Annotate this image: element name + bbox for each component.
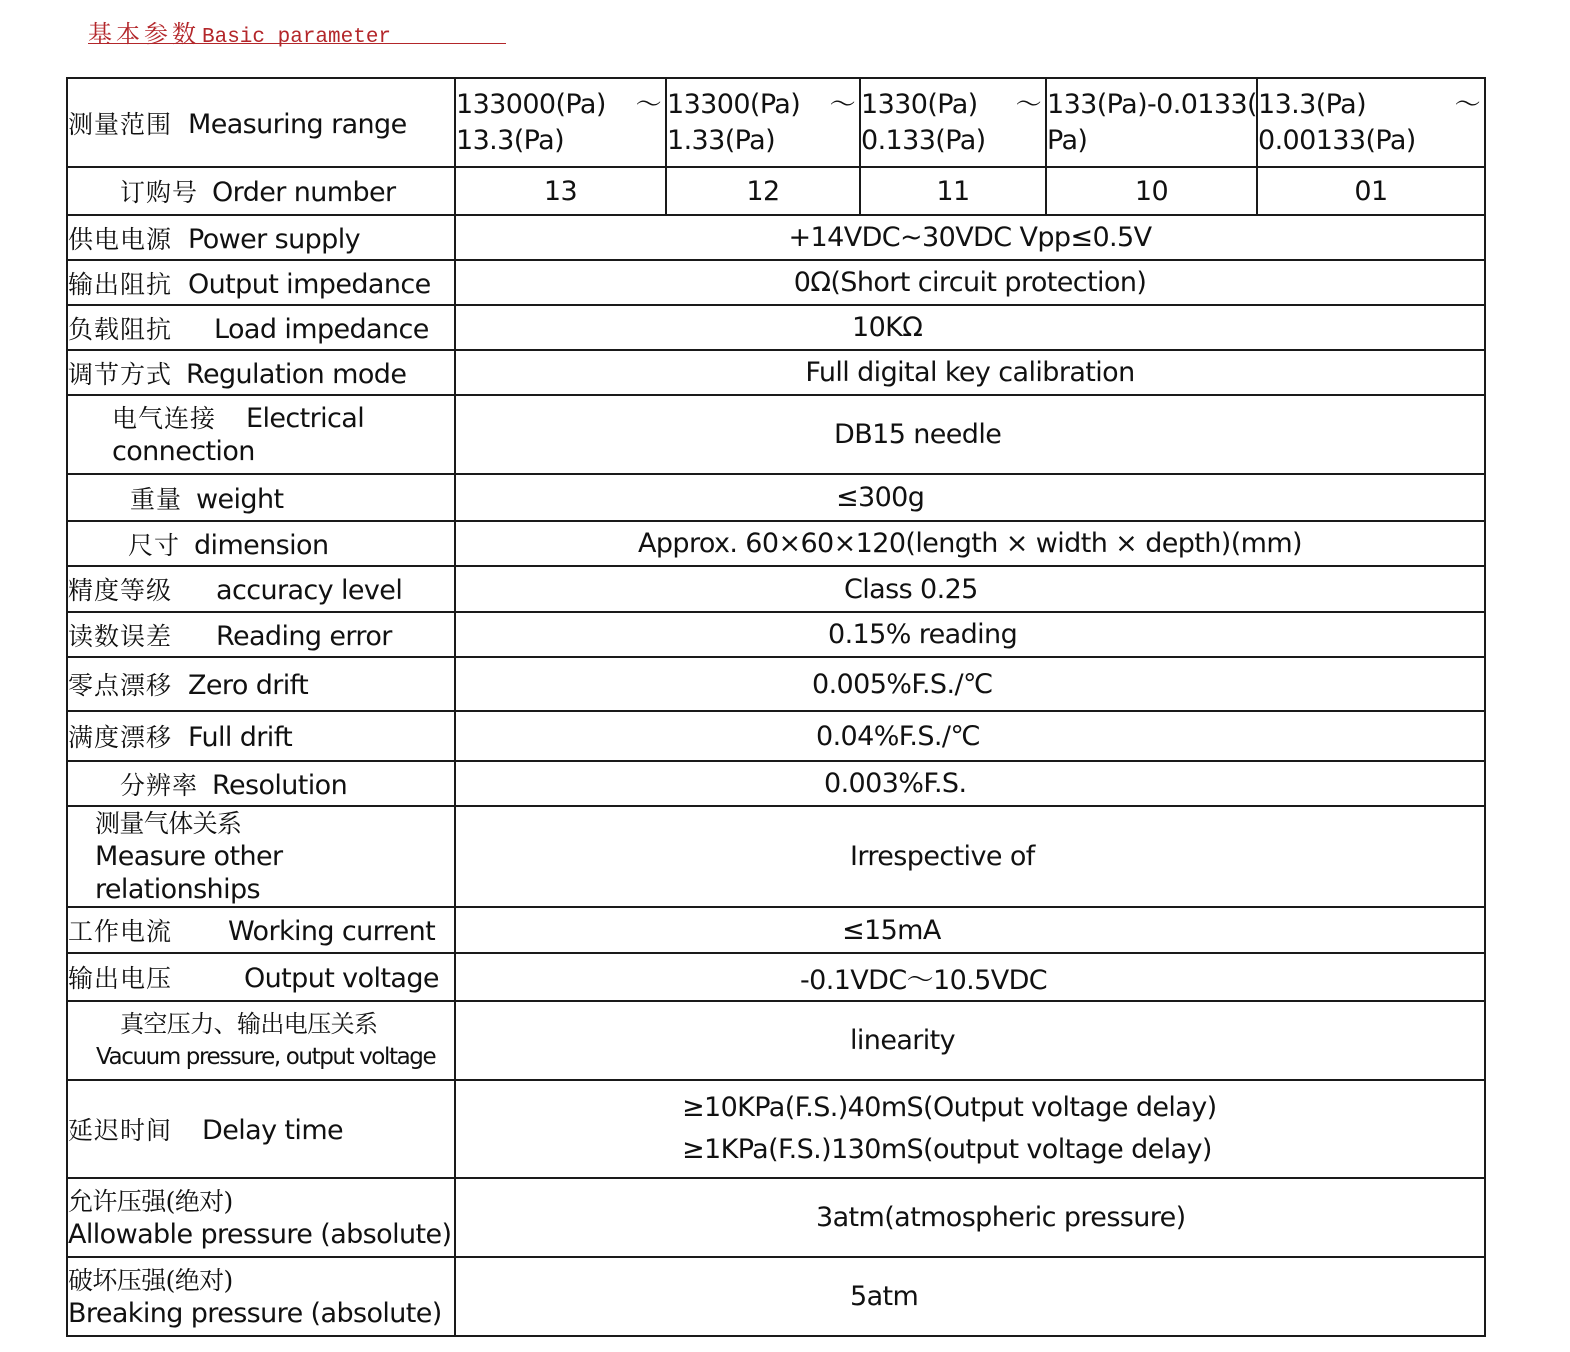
value-output-impedance: 0Ω(Short circuit protection) — [455, 260, 1485, 305]
label-working-current: 工作电流 Working current — [67, 907, 455, 953]
value-dimension: Approx. 60×60×120(length × width × depth)(mm) — [455, 521, 1485, 566]
table-row-order-number — [67, 167, 1485, 215]
table-row-gas-relationship — [67, 806, 1485, 907]
value-load-impedance: 10KΩ — [455, 305, 1485, 350]
table-row-measuring-range — [67, 78, 1485, 167]
value-weight: ≤300g — [455, 474, 1485, 521]
value-output-voltage: -0.1VDC～10.5VDC — [455, 953, 1485, 1001]
value-resolution: 0.003%F.S. — [455, 761, 1485, 806]
heading-cn: 基本参数 — [88, 20, 200, 48]
table-row-zero-drift — [67, 657, 1485, 711]
table-row-resolution — [67, 761, 1485, 806]
heading-en: Basic parameter — [202, 26, 392, 49]
label-reading-error: 读数误差 Reading error — [67, 612, 455, 657]
table-row-pressure-voltage — [67, 1001, 1485, 1080]
range-cell-11: 1330(Pa) 0.133(Pa) ～ — [860, 78, 1046, 167]
value-electrical-connection: DB15 needle — [455, 395, 1485, 474]
table-row-reading-error — [67, 612, 1485, 657]
range-cell-13: 133000(Pa) 13.3(Pa) ～ — [455, 78, 666, 167]
value-breaking-pressure: 5atm — [455, 1257, 1485, 1336]
label-output-impedance: 输出阻抗 Output impedance — [67, 260, 455, 305]
label-electrical-connection: 电气连接 Electrical connection — [67, 395, 455, 474]
table-row-breaking-pressure — [67, 1257, 1485, 1336]
table-row-weight — [67, 474, 1485, 521]
label-output-voltage: 输出电压 Output voltage — [67, 953, 455, 1001]
label-weight: 重量 weight — [67, 474, 455, 521]
value-full-drift: 0.04%F.S./℃ — [455, 711, 1485, 761]
value-accuracy-level: Class 0.25 — [455, 566, 1485, 612]
value-working-current: ≤15mA — [455, 907, 1485, 953]
label-pressure-voltage: 真空压力、输出电压关系 Vacuum pressure, output voltage — [67, 1001, 455, 1080]
table-row-accuracy-level — [67, 566, 1485, 612]
order-number-cell: 13 — [455, 167, 666, 215]
table-row-full-drift — [67, 711, 1485, 761]
table-row-delay-time — [67, 1080, 1485, 1178]
table-row-working-current — [67, 907, 1485, 953]
value-regulation-mode: Full digital key calibration — [455, 350, 1485, 395]
value-pressure-voltage: linearity — [455, 1001, 1485, 1080]
label-order-number: 订购号 Order number — [67, 167, 455, 215]
label-breaking-pressure: 破坏压强(绝对) Breaking pressure (absolute) — [67, 1257, 455, 1336]
value-zero-drift: 0.005%F.S./℃ — [455, 657, 1485, 711]
section-heading — [88, 14, 506, 49]
order-number-cell: 12 — [666, 167, 860, 215]
order-number-cell: 01 — [1257, 167, 1485, 215]
label-resolution: 分辨率 Resolution — [67, 761, 455, 806]
table-row-allowable-pressure — [67, 1178, 1485, 1257]
label-zero-drift: 零点漂移 Zero drift — [67, 657, 455, 711]
value-delay-time: ≥10KPa(F.S.)40mS(Output voltage delay) ≥1KPa(F.S.)130mS(output voltage delay) — [455, 1080, 1485, 1178]
range-cell-01: 13.3(Pa) 0.00133(Pa) ～ — [1257, 78, 1485, 167]
label-gas-relationship: 测量气体关系 Measure other relationships — [67, 806, 455, 907]
label-delay-time: 延迟时间 Delay time — [67, 1080, 455, 1178]
range-cell-12: 13300(Pa) 1.33(Pa) ～ — [666, 78, 860, 167]
label-accuracy-level: 精度等级 accuracy level — [67, 566, 455, 612]
table-row-power-supply — [67, 215, 1485, 260]
parameter-table — [66, 77, 1486, 1337]
label-load-impedance: 负载阻抗 Load impedance — [67, 305, 455, 350]
range-cell-10: 133(Pa)-0.0133( Pa) — [1046, 78, 1257, 167]
label-regulation-mode: 调节方式 Regulation mode — [67, 350, 455, 395]
label-allowable-pressure: 允许压强(绝对) Allowable pressure (absolute) — [67, 1178, 455, 1257]
label-full-drift: 满度漂移 Full drift — [67, 711, 455, 761]
table-row-electrical-connection — [67, 395, 1485, 474]
order-number-cell: 11 — [860, 167, 1046, 215]
table-row-output-impedance — [67, 260, 1485, 305]
table-row-regulation-mode — [67, 350, 1485, 395]
order-number-cell: 10 — [1046, 167, 1257, 215]
value-gas-relationship: Irrespective of — [455, 806, 1485, 907]
value-power-supply: +14VDC~30VDC Vpp≤0.5V — [455, 215, 1485, 260]
table-row-load-impedance — [67, 305, 1485, 350]
label-dimension: 尺寸 dimension — [67, 521, 455, 566]
label-power-supply: 供电电源 Power supply — [67, 215, 455, 260]
label-measuring-range: 测量范围 Measuring range — [67, 78, 455, 167]
table-row-output-voltage — [67, 953, 1485, 1001]
table-row-dimension — [67, 521, 1485, 566]
value-reading-error: 0.15% reading — [455, 612, 1485, 657]
value-allowable-pressure: 3atm(atmospheric pressure) — [455, 1178, 1485, 1257]
